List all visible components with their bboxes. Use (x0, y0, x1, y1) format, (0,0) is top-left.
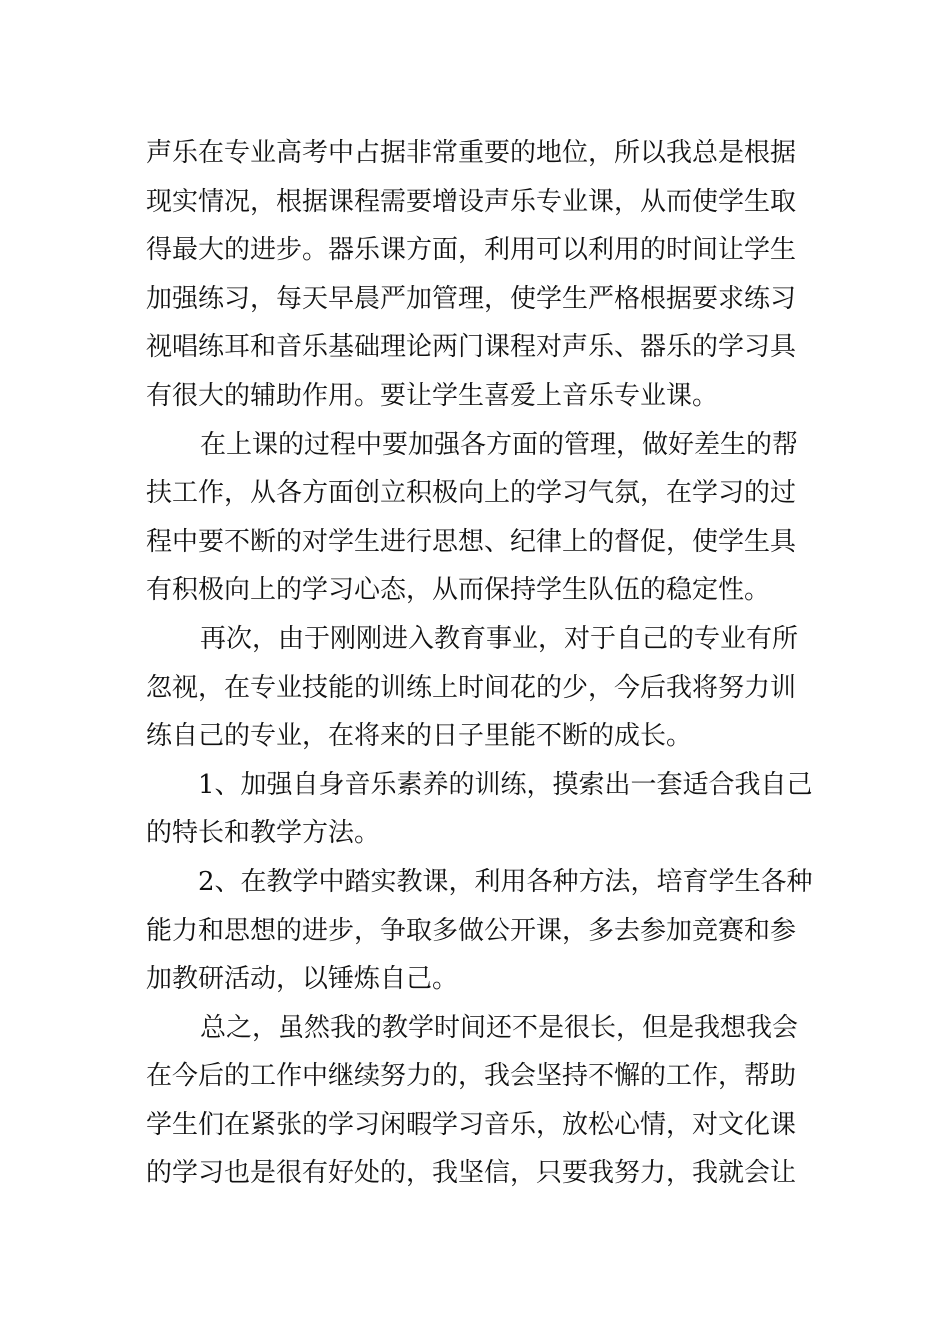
text-line: 视唱练耳和音乐基础理论两门课程对声乐、器乐的学习具 (146, 332, 797, 363)
text-line: 在今后的工作中继续努力的，我会坚持不懈的工作，帮助 (146, 1061, 797, 1092)
text-line: 忽视，在专业技能的训练上时间花的少，今后我将努力训 (146, 672, 797, 703)
paragraph-first-line: 总之，虽然我的教学时间还不是很长，但是我想我会 (200, 1012, 799, 1043)
list-item-first-line: 2、在教学中踏实教课，利用各种方法，培育学生各种 (198, 866, 813, 897)
text-line: 练自己的专业，在将来的日子里能不断的成长。 (146, 721, 693, 752)
text-line: 得最大的进步。器乐课方面，利用可以利用的时间让学生 (146, 235, 797, 266)
text-line: 现实情况，根据课程需要增设声乐专业课，从而使学生取 (146, 186, 797, 217)
text-line: 声乐在专业高考中占据非常重要的地位，所以我总是根据 (146, 138, 797, 168)
text-line: 学生们在紧张的学习闲暇学习音乐，放松心情，对文化课 (146, 1109, 797, 1140)
text-line: 有积极向上的学习心态，从而保持学生队伍的稳定性。 (146, 575, 771, 606)
paragraph-first-line: 在上课的过程中要加强各方面的管理，做好差生的帮 (200, 429, 799, 460)
text-line: 加教研活动，以锤炼自己。 (146, 964, 459, 995)
text-line: 有很大的辅助作用。要让学生喜爱上音乐专业课。 (146, 380, 719, 411)
document-body (146, 129, 813, 1198)
text-line: 的特长和教学方法。 (146, 818, 381, 849)
text-line: 加强练习，每天早晨严加管理，使学生严格根据要求练习 (146, 283, 797, 314)
paragraph-first-line: 再次，由于刚刚进入教育事业，对于自己的专业有所 (200, 623, 799, 654)
list-item-first-line: 1、加强自身音乐素养的训练，摸索出一套适合我自己 (198, 769, 813, 800)
text-line: 程中要不断的对学生进行思想、纪律上的督促，使学生具 (146, 526, 797, 557)
text-line: 扶工作，从各方面创立积极向上的学习气氛，在学习的过 (146, 478, 797, 509)
text-line: 能力和思想的进步，争取多做公开课，多去参加竞赛和参 (146, 915, 797, 946)
text-line: 的学习也是很有好处的，我坚信，只要我努力，我就会让 (146, 1158, 797, 1189)
